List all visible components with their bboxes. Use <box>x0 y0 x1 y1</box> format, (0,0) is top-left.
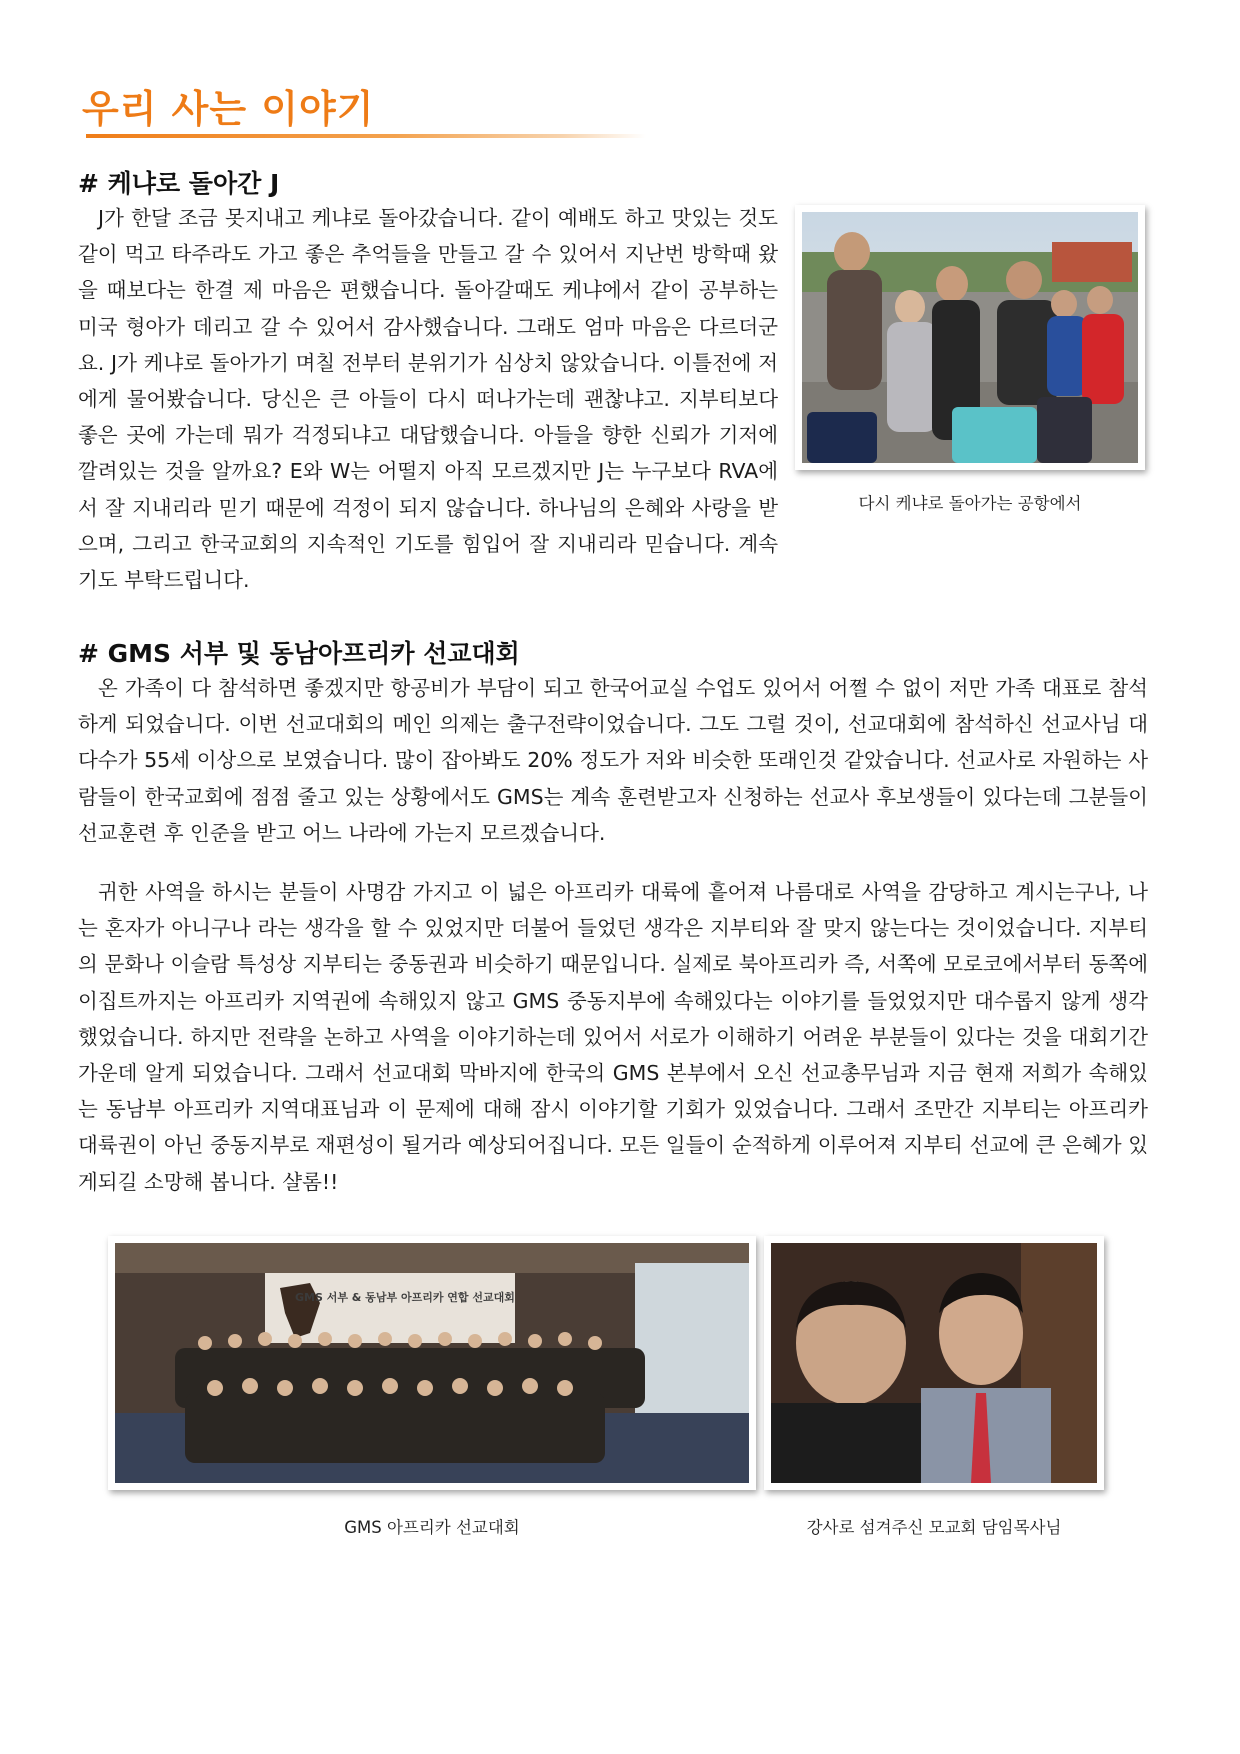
mission-conference-group-photo <box>108 1236 756 1490</box>
page-title: 우리 사는 이야기 <box>82 87 375 131</box>
section2-paragraph1: 온 가족이 다 참석하면 좋겠지만 항공비가 부담이 되고 한국어교실 수업도 있어서 어쩔 수 없이 저만 가족 대표로 참석하게 되었습니다. 이번 선교대회의 메인 의제는 출구전략이었습니다. 그도 그럴 것이, 선교대회에 참석하신 선교사님 대다수가 55세 이상으로 보였습니다. 많이 잡아봐도 20% 정도가 저와 비슷한 또래인것 같았습니다. 선교사로 자원하는 사람들이 한국교회에 점점 줄고 있는 상황에서도 GMS는 계속 훈련받고자 신청하는 선교사 후보생들이 있다는데 그분들이 선교훈련 후 인준을 받고 어느 나라에 가는지 모르겠습니다. <box>78 676 1148 845</box>
section2-heading: # GMS 서부 및 동남아프리카 선교대회 <box>78 639 520 668</box>
section1-body: J가 한달 조금 못지내고 케냐로 돌아갔습니다. 같이 예배도 하고 맛있는 것도 같이 먹고 타주라도 가고 좋은 추억들을 만들고 갈 수 있어서 지난번 방학때 왔을 때보다는 한결 제 마음은 편했습니다. 돌아갈때도 케냐에서 같이 공부하는 미국 형아가 데리고 갈 수 있어서 감사했습니다. 그래도 엄마 마음은 다르더군요. J가 케냐로 돌아가기 며칠 전부터 분위기가 심상치 않았습니다. 이틀전에 저에게 물어봤습니다. 당신은 큰 아들이 다시 떠나가는데 괜찮냐고. 지부티보다 좋은 곳에 가는데 뭐가 걱정되냐고 대답했습니다. 아들을 향한 신뢰가 기저에 깔려있는 것을 알까요? E와 W는 어떨지 아직 모르겠지만 J는 누구보다 RVA에서 잘 지내리라 믿기 때문에 걱정이 되지 않습니다. 하나님의 은혜와 사랑을 받으며, 그리고 한국교회의 지속적인 기도를 힘입어 잘 지내리라 믿습니다. 계속 기도 부탁드립니다. <box>78 206 778 593</box>
group-photo-icon <box>115 1243 749 1483</box>
title-underline <box>86 134 646 138</box>
airport-photo-icon <box>802 212 1138 463</box>
section2-paragraph2: 귀한 사역을 하시는 분들이 사명감 가지고 이 넓은 아프리카 대륙에 흩어져 나름대로 사역을 감당하고 계시는구나, 나는 혼자가 아니구나 라는 생각을 할 수 있었지만 더불어 들었던 생각은 지부티와 잘 맞지 않는다는 것이었습니다. 지부티의 문화나 이슬람 특성상 지부티는 중동권과 비슷하기 때문입니다. 실제로 북아프리카 즉, 서쪽에 모로코에서부터 동쪽에 이집트까지는 아프리카 지역권에 속해있지 않고 GMS 중동지부에 속해있다는 이야기를 들었었지만 대수롭지 않게 생각했었습니다. 하지만 전략을 논하고 사역을 이야기하는데 있어서 서로가 이해하기 어려운 부분들이 있다는 것을 대회기간 가운데 알게 되었습니다. 그래서 선교대회 막바지에 한국의 GMS 본부에서 오신 선교총무님과 지금 현재 저희가 속해있는 동남부 아프리카 지역대표님과 이 문제에 대해 잠시 이야기할 기회가 있었습니다. 그래서 조만간 지부티는 아프리카 대륙권이 아닌 중동지부로 재편성이 될거라 예상되어집니다. 모든 일들이 순적하게 이루어져 지부티 선교에 큰 은혜가 있게되길 소망해 봅니다. 샬롬!! <box>78 880 1148 1194</box>
section1-heading: # 케냐로 돌아간 J <box>78 169 280 198</box>
airport-photo-caption: 다시 케냐로 돌아가는 공항에서 <box>858 494 1082 513</box>
pastor-photo-icon <box>771 1243 1097 1483</box>
airport-family-photo <box>795 205 1145 470</box>
pastor-photo-caption: 강사로 섬겨주신 모교회 담임목사님 <box>806 1518 1062 1537</box>
group-photo-caption: GMS 아프리카 선교대회 <box>344 1518 520 1537</box>
conference-banner-text: GMS 서부 & 동남부 아프리카 연합 선교대회 <box>295 1291 515 1304</box>
pastor-selfie-photo <box>764 1236 1104 1490</box>
